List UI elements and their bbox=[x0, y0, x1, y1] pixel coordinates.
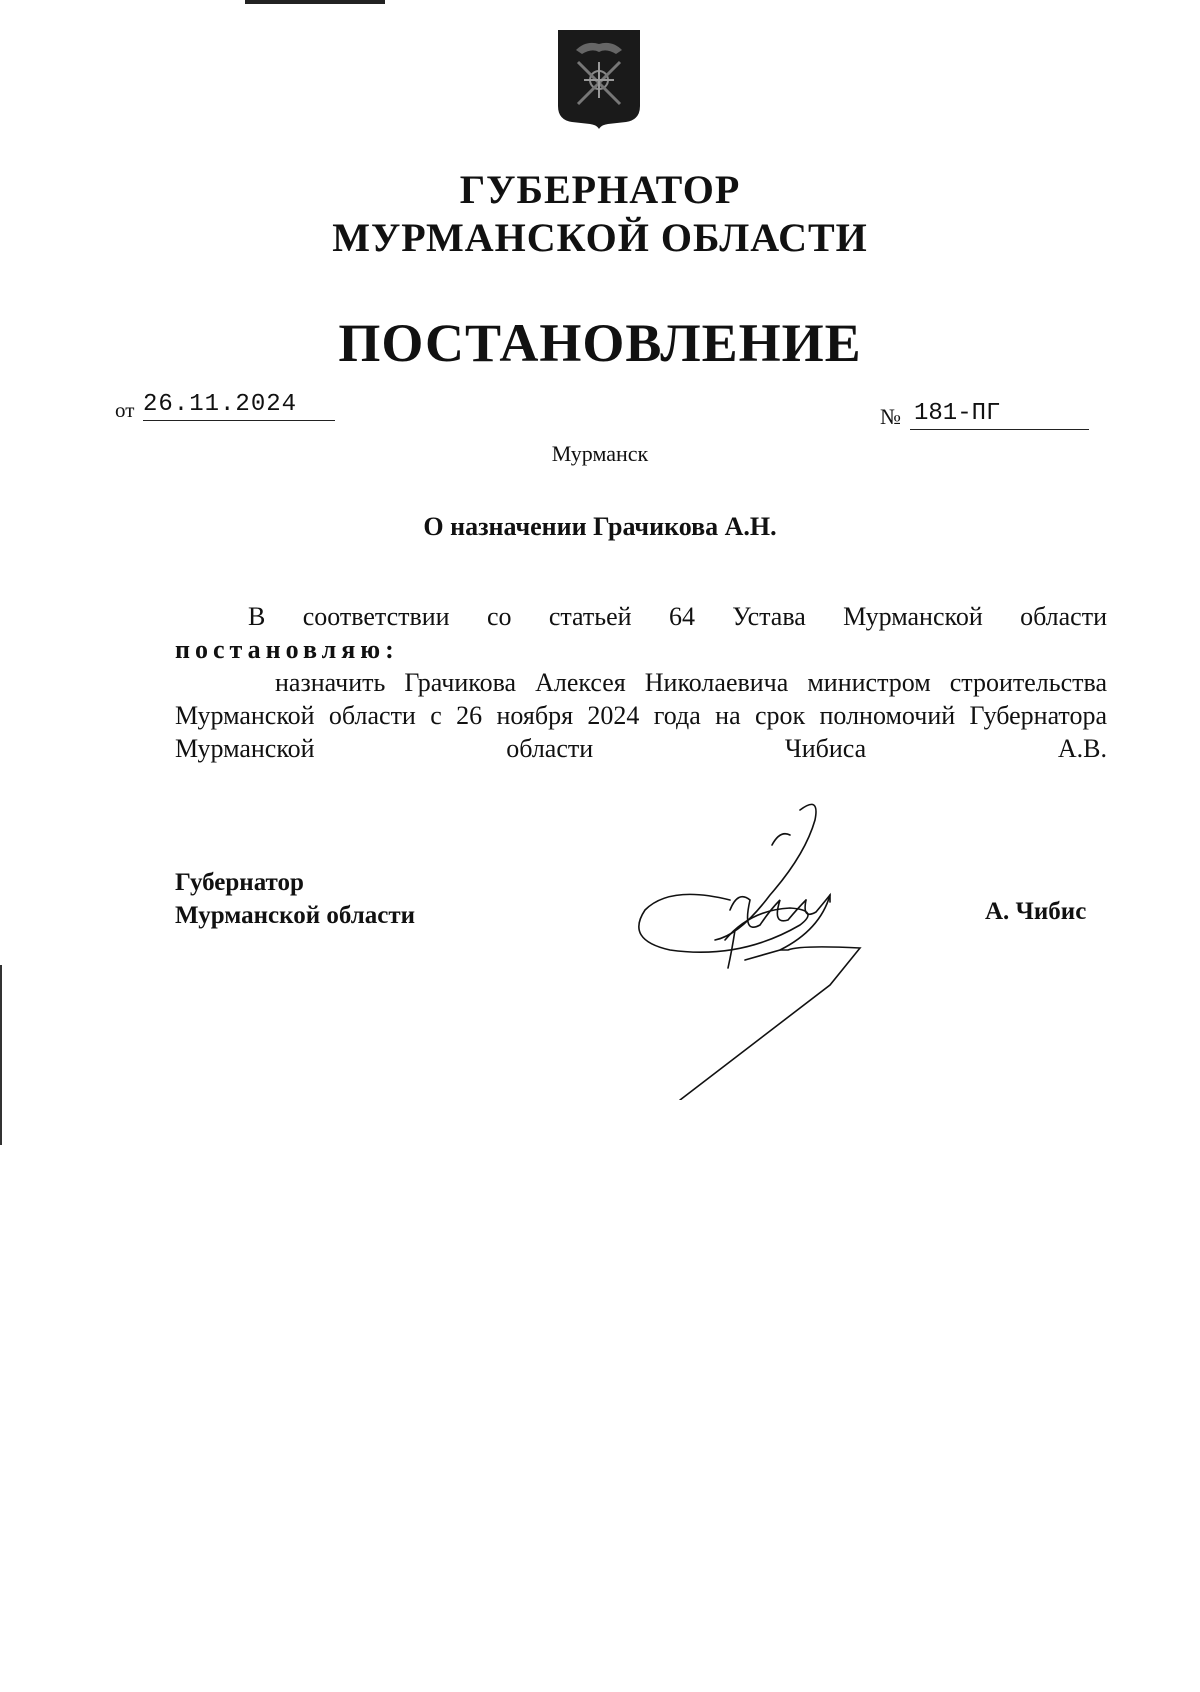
handwritten-signature bbox=[630, 800, 940, 1100]
issuer-title-line1: ГУБЕРНАТОР bbox=[459, 167, 741, 212]
signatory-title-line2: Мурманской области bbox=[175, 902, 416, 929]
document-date: 26.11.2024 bbox=[143, 391, 335, 421]
document-type-heading: ПОСТАНОВЛЕНИЕ bbox=[338, 313, 862, 373]
issuer-title-line2: МУРМАНСКОЙ ОБЛАСТИ bbox=[332, 215, 868, 260]
document-number: 181-ПГ bbox=[910, 400, 1089, 430]
scan-artifact-edge bbox=[0, 965, 2, 1145]
body-paragraph-1: В соответствии со статьей 64 Устава Мурманской области bbox=[248, 602, 1107, 631]
body-paragraph-2: назначить Грачикова Алексея Николаевича министром строительства Мурманской области с 26 ноября 2024 года на срок полномочий Губернатора Мурманской области Чибиса А.В. bbox=[175, 668, 1107, 763]
document-city: Мурманск bbox=[551, 441, 649, 466]
decree-word: постановляю: bbox=[175, 635, 399, 664]
signatory-title-line1: Губернатор bbox=[175, 869, 304, 896]
signatory-name: А. Чибис bbox=[985, 898, 1087, 925]
document-body bbox=[175, 600, 1107, 765]
date-prefix: от bbox=[115, 398, 135, 422]
number-prefix: № bbox=[880, 404, 901, 429]
signatory-title bbox=[175, 866, 415, 932]
coat-of-arms-icon bbox=[556, 28, 642, 130]
scan-artifact-top bbox=[245, 0, 385, 4]
document-subject: О назначении Грачикова А.Н. bbox=[423, 512, 777, 541]
